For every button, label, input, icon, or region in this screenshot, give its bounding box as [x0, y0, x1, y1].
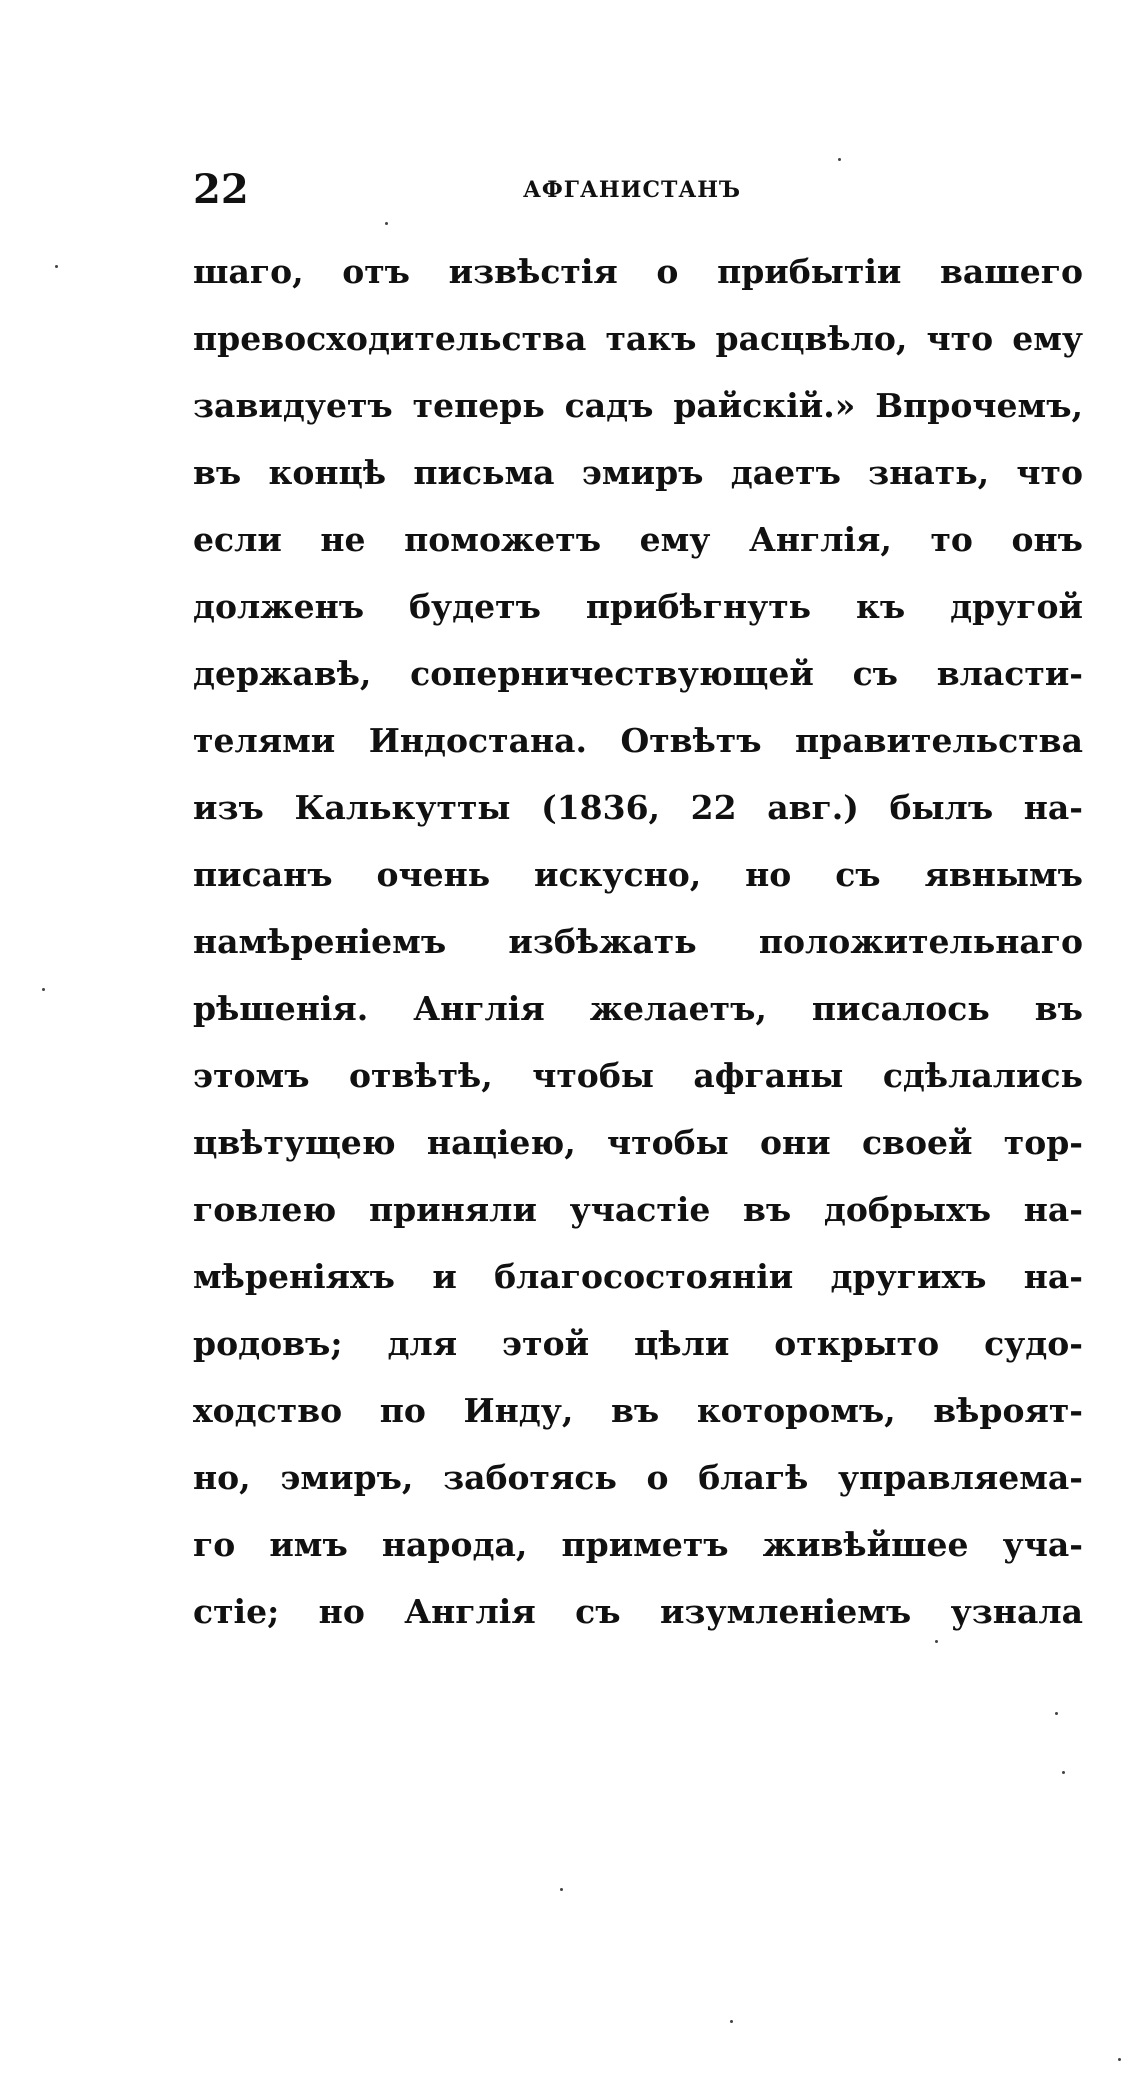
scan-speck: [42, 988, 45, 991]
text-line: родовъ; для этой цѣли открыто судо-: [193, 1324, 1083, 1363]
text-line: но, эмиръ, заботясь о благѣ управляема-: [193, 1458, 1083, 1497]
scan-speck: [730, 2020, 733, 2023]
body-text: [193, 238, 1083, 1645]
scan-speck: [560, 1888, 563, 1891]
running-head: АФГАНИСТАНЪ: [523, 177, 742, 203]
text-line: завидуетъ теперь садъ райскій.» Впрочемъ,: [193, 386, 1083, 425]
text-line: го имъ народа, приметъ живѣйшее уча-: [193, 1525, 1083, 1564]
text-line: мѣреніяхъ и благосостояніи другихъ на-: [193, 1257, 1083, 1296]
scan-speck: [55, 265, 58, 268]
text-line: если не поможетъ ему Англія, то онъ: [193, 520, 1083, 559]
text-line: долженъ будетъ прибѣгнуть къ другой: [193, 587, 1083, 626]
scan-speck: [935, 1640, 938, 1643]
scan-speck: [1055, 1712, 1058, 1715]
text-line: цвѣтущею націею, чтобы они своей тор-: [193, 1123, 1083, 1162]
text-line: намѣреніемъ избѣжать положительнаго: [193, 922, 1083, 961]
text-line: изъ Калькутты (1836, 22 авг.) былъ на-: [193, 788, 1083, 827]
scan-speck: [1062, 1771, 1065, 1774]
text-line: этомъ отвѣтѣ, чтобы афганы сдѣлались: [193, 1056, 1083, 1095]
text-line: телями Индостана. Отвѣтъ правительства: [193, 721, 1083, 760]
page-header: [193, 160, 1083, 220]
page-number: 22: [193, 166, 249, 213]
text-line: стіе; но Англія съ изумленіемъ узнала: [193, 1592, 1083, 1631]
scan-speck: [838, 158, 841, 161]
text-line: превосходительства такъ расцвѣло, что ему: [193, 319, 1083, 358]
scan-speck: [385, 222, 388, 225]
scan-speck: [1118, 2058, 1121, 2061]
text-line: въ концѣ письма эмиръ даетъ знать, что: [193, 453, 1083, 492]
text-line: рѣшенія. Англія желаетъ, писалось въ: [193, 989, 1083, 1028]
text-line: державѣ, соперничествующей съ власти-: [193, 654, 1083, 693]
text-line: говлею приняли участіе въ добрыхъ на-: [193, 1190, 1083, 1229]
text-line: шаго, отъ извѣстія о прибытіи вашего: [193, 252, 1083, 291]
text-line: ходство по Инду, въ которомъ, вѣроят-: [193, 1391, 1083, 1430]
text-line: писанъ очень искусно, но съ явнымъ: [193, 855, 1083, 894]
